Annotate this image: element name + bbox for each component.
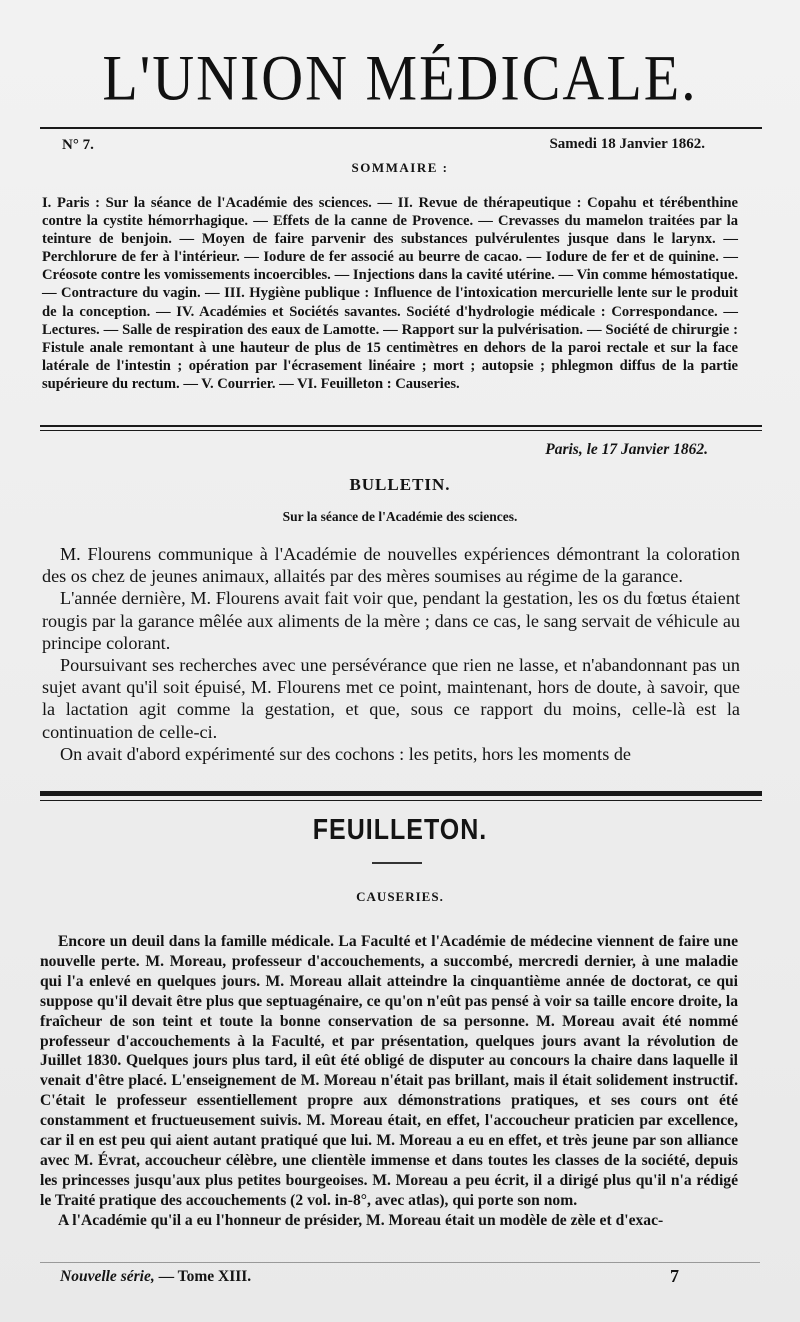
footer-series-label: Nouvelle série, — [60, 1268, 155, 1285]
bulletin-paragraph: On avait d'abord expérimenté sur des cochons : les petits, hors les moments de — [60, 743, 631, 764]
bulletin-subtitle: Sur la séance de l'Académie des sciences. — [282, 509, 518, 524]
sommaire-text: I. Paris : Sur la séance de l'Académie des sciences. — II. Revue de thérapeutique : Copahu et térébenthine contre la cystite hémorrhagique. — Effets de la canne de Provence. — Crevasses du mamelon traitées par la teinture de benjoin. — Moyen de faire parvenir des substances pulvérulentes jusque dans le larynx. — Perchlorure de fer à l'intérieur. — Iodure de fer associé au beurre de cacao. — Iodure de fer et de quinine. — Créosote contre les vomissements incoercibles. — Injections dans la cavité utérine. — Vin comme hémostatique. — Contracture du vagin. — III. Hygiène publique : Influence de l'intoxication mercurielle lente sur le produit de la conception. — IV. Académies et Sociétés savantes. Société d'hydrologie médicale : Correspondance. — Lectures. — Salle de respiration des eaux de Lamotte. — Rapport sur la pulvérisation. — Société de chirurgie : Fistule anale remontant à une hauteur de plus de 15 centimètres en dehors de la paroi rectale et sur la face latérale de l'intestin ; opération par l'écrasement linéaire ; mort ; autopsie ; phlegmon diffus de la partie supérieure du rectum. — V. Courrier. — VI. Feuilleton : Causeries. — [42, 195, 738, 392]
bulletin-paragraph: L'année dernière, M. Flourens avait fait voir que, pendant la gestation, les os du fœtus étaient rougis par la garance mêlée aux aliments de la mère ; dans ce cas, le sang servait de véhicule au principe colorant. — [42, 588, 740, 653]
feuilleton-rule-thick — [40, 791, 762, 796]
bulletin-title: BULLETIN. — [349, 475, 451, 494]
feuilleton-divider — [372, 862, 422, 864]
bulletin-dateline: Paris, le 17 Janvier 1862. — [545, 441, 708, 458]
feuilleton-paragraph: A l'Académie qu'il a eu l'honneur de présider, M. Moreau était un modèle de zèle et d'exac- — [58, 1211, 664, 1229]
causeries-title: CAUSERIES. — [356, 889, 444, 904]
feuilleton-body — [40, 932, 738, 1231]
footer-tome: — Tome XIII. — [158, 1268, 252, 1285]
page-number: 7 — [670, 1266, 679, 1286]
bulletin-paragraph: M. Flourens communique à l'Académie de nouvelles expériences démontrant la coloration des os chez de jeunes animaux, allaités par des mères soumises au régime de la garance. — [42, 544, 740, 587]
bulletin-body — [42, 543, 740, 765]
issue-number: N° 7. — [62, 137, 94, 153]
footer-series — [60, 1268, 251, 1286]
issue-date: Samedi 18 Janvier 1862. — [549, 136, 705, 152]
footer-rule — [40, 1262, 760, 1263]
section-rule-thin — [40, 430, 762, 431]
bulletin-paragraph: Poursuivant ses recherches avec une persévérance que rien ne lasse, et n'abandonnant pas un sujet avant qu'il soit épuisé, M. Flourens met ce point, maintenant, hors de doute, à savoir, que la lactation agit comme la gestation, et que, sous ce rapport du moins, celle-là est la continuation de celle-ci. — [42, 655, 740, 742]
feuilleton-rule-thin — [40, 800, 762, 801]
feuilleton-paragraph: Encore un deuil dans la famille médicale. La Faculté et l'Académie de médecine viennent de faire une nouvelle perte. M. Moreau, professeur d'accouchements, a succombé, mercredi dernier, à une maladie qui l'a enlevé en quelques jours. M. Moreau allait atteindre la cinquantième année de doctorat, ce qui suppose qu'il devait être plus que septuagénaire, ce qu'on n'eût pas pensé à voir sa taille encore droite, la fraîcheur de son teint et toute la bonne conservation de sa personne. M. Moreau avait été nommé professeur d'accouchements à la Faculté, et par présentation, quelques jours avant la révolution de Juillet 1830. Quelques jours plus tard, il eût été obligé de disputer au concours la chaire dans laquelle il venait d'être placé. L'enseignement de M. Moreau n'était pas brillant, mais il était solidement instructif. C'était le professeur essentiellement propre aux démonstrations pratiques, et ses cours ont été constamment et fructueusement suivis. M. Moreau était, en effet, l'accoucheur praticien par excellence, car il en est peu qui aient autant pratiqué que lui. M. Moreau a eu en effet, et très jeune par son alliance avec M. Évrat, accoucheur célèbre, une clientèle immense et dans toutes les classes de la société, depuis les princesses jusqu'aux plus petites bourgeoises. M. Moreau a peu écrit, il a dirigé plus qu'il n'a rédigé le Traité pratique des accouchements (2 vol. in-8°, avec atlas), qui porte son nom. — [40, 933, 738, 1209]
section-rule-thick — [40, 425, 762, 427]
feuilleton-title: FEUILLETON. — [312, 813, 488, 847]
masthead-rule — [40, 127, 762, 129]
masthead-title: L'UNION MÉDICALE. — [102, 41, 698, 114]
sommaire-title: SOMMAIRE : — [351, 160, 449, 175]
